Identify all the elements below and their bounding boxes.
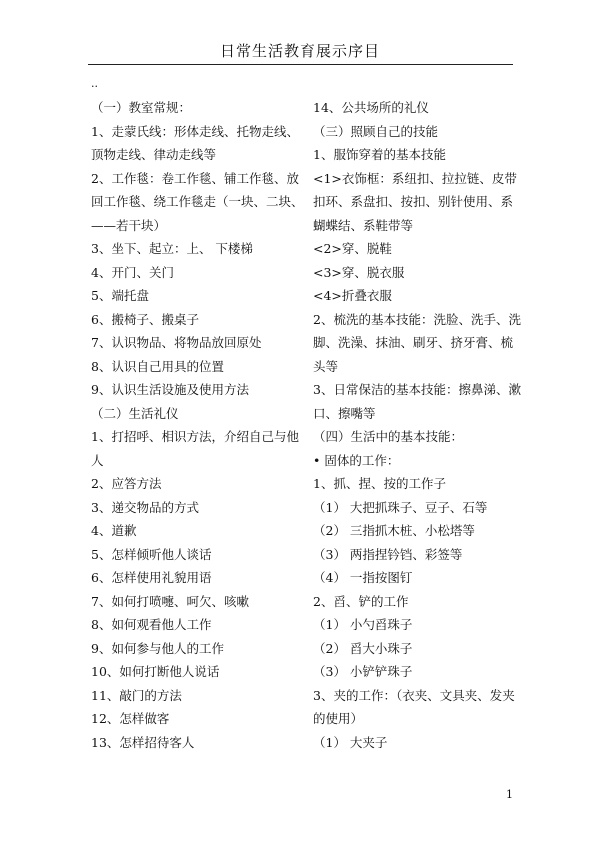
text-line: 回工作毯、绕工作毯走（一块、二块、: [91, 194, 304, 209]
text-line: <1>衣饰框：系纽扣、拉拉链、皮带: [313, 170, 517, 186]
text-line: 顶物走线、律动走线等: [91, 147, 217, 162]
text-line: 2、梳洗的基本技能：洗脸、洗手、洗: [313, 311, 521, 327]
text-line: 8、如何观看他人工作: [91, 617, 212, 632]
text-line: 4、道歉: [91, 523, 137, 538]
text-line: 10、如何打断他人说话: [91, 664, 220, 679]
text-line: （1） 大把抓珠子、豆子、石等: [313, 499, 488, 515]
text-line: 3、递交物品的方式: [91, 499, 199, 515]
text-line: 7、如何打喷嚏、呵欠、咳嗽: [91, 593, 249, 609]
text-line: 9、如何参与他人的工作: [91, 640, 224, 656]
text-line: （3） 两指捏钤铛、彩签等: [313, 546, 463, 562]
header-rule: [88, 64, 513, 65]
top-marker: ..: [91, 77, 98, 90]
text-line: 8、认识自己用具的位置: [91, 358, 224, 374]
text-line: ——若干块）: [91, 217, 167, 233]
text-line: <3>穿、脱衣服: [313, 264, 405, 280]
text-line: 1、抓、捏、按的工作子: [313, 476, 446, 491]
text-line: 3、日常保洁的基本技能：擦鼻涕、漱: [313, 382, 521, 397]
text-line: （三）照顾自己的技能: [313, 123, 439, 139]
text-line: 14、公共场所的礼仪: [313, 100, 429, 115]
left-column: [91, 96, 304, 754]
right-column: [313, 96, 521, 754]
header-title: 日常生活教育展示序目: [219, 42, 380, 60]
text-line: 4、开门、关门: [91, 264, 174, 280]
text-line: 3、坐下、起立：上、 下楼梯: [91, 241, 253, 256]
text-line: <2>穿、脱鞋: [313, 241, 392, 256]
text-line: 的使用）: [313, 711, 364, 726]
text-line: 头等: [313, 358, 339, 374]
text-line: 9、认识生活设施及使用方法: [91, 382, 249, 397]
text-line: 11、敲门的方法: [91, 687, 182, 703]
text-line: （3） 小铲铲珠子: [313, 664, 413, 679]
text-line: 2、舀、铲的工作: [313, 593, 409, 609]
text-line: （一）教室常规：: [91, 100, 192, 115]
text-line: 人: [91, 452, 104, 468]
text-line: 3、夹的工作：（衣夹、文具夹、发夹: [313, 687, 515, 703]
text-line: （4） 一指按图钉: [313, 570, 413, 585]
text-line: 脚、洗澡、抹油、刷牙、挤牙膏、梳: [313, 335, 514, 350]
text-line: 扣环、系盘扣、按扣、别针使用、系: [313, 194, 514, 209]
text-line: 2、工作毯：卷工作毯、铺工作毯、放: [91, 170, 299, 186]
text-line: （1） 小勺舀珠子: [313, 617, 413, 632]
text-line: 6、搬椅子、搬桌子: [91, 311, 199, 327]
text-line: 2、应答方法: [91, 476, 162, 491]
text-line: （2） 舀大小珠子: [313, 640, 413, 656]
text-line: 5、怎样倾听他人谈话: [91, 546, 212, 562]
text-line: 蝴蝶结、系鞋带等: [313, 217, 414, 233]
text-line: 5、端托盘: [91, 288, 149, 303]
text-line: • 固体的工作：: [313, 452, 400, 468]
text-line: （二）生活礼仪: [91, 405, 179, 421]
text-line: 13、怎样招待客人: [91, 734, 195, 750]
page-number: 1: [506, 788, 513, 801]
text-line: （2） 三指抓木桩、小松塔等: [313, 523, 475, 538]
text-line: <4>折叠衣服: [313, 288, 392, 303]
text-line: 1、服饰穿着的基本技能: [313, 147, 446, 162]
text-line: （1） 大夹子: [313, 734, 388, 750]
text-line: 1、打招呼、相识方法，介绍自己与他: [91, 429, 299, 444]
text-line: 6、怎样使用礼貌用语: [91, 570, 212, 585]
text-line: 口、擦嘴等: [313, 405, 376, 421]
text-line: 1、走蒙氏线：形体走线、托物走线、: [91, 123, 299, 139]
text-line: 12、怎样做客: [91, 711, 170, 726]
text-line: （四）生活中的基本技能：: [313, 429, 464, 444]
text-line: 7、认识物品、将物品放回原处: [91, 335, 262, 350]
